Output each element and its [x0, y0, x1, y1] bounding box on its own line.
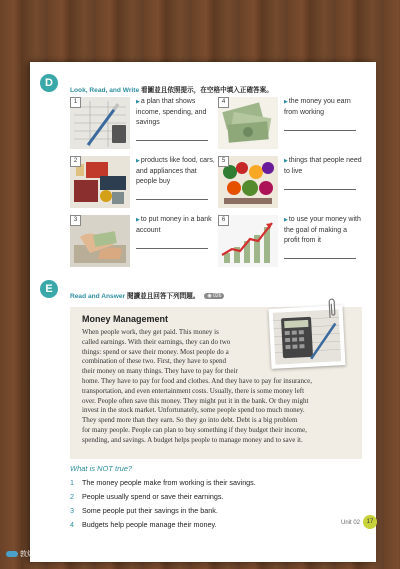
passage-line: home. They have to pay for food and clothes. And they have to pay for insurance, — [82, 376, 313, 385]
passage-line: invest in the stock market. Unfortunately, some people spend too much money. — [82, 406, 305, 415]
section-d-badge: D — [40, 74, 58, 92]
item-clue: ▶a plan that shows income, spending, and savings — [136, 98, 207, 126]
question-prompt: What is NOT true? — [70, 464, 133, 473]
section-d-title-en: Look, Read, and Write — [70, 87, 140, 94]
item-number: 1 — [70, 97, 81, 108]
passage-line: their money on many things. They have to pay for their — [82, 367, 238, 376]
arrow-icon: ▶ — [284, 158, 288, 164]
answer-blank[interactable] — [136, 140, 208, 141]
answer-option[interactable]: 3 Some people put their savings in the bank. — [70, 506, 218, 515]
item-clue: ▶things that people need to live — [284, 157, 362, 175]
arrow-icon: ▶ — [284, 217, 288, 223]
passage-line: called earnings. With their earnings, they can do two — [82, 337, 231, 346]
exercise-item-6 — [218, 215, 368, 271]
page-number-badge: 17 — [363, 515, 377, 529]
exercise-item-3 — [70, 215, 220, 271]
reading-passage-box — [70, 307, 362, 459]
answer-blank[interactable] — [284, 189, 356, 190]
item-clue: ▶to put money in a bank account — [136, 216, 212, 234]
passage-line: things: spend or save their money. Most people do a — [82, 347, 229, 356]
item-clue: ▶to use your money with the goal of making a profit from it — [284, 216, 361, 244]
answer-blank[interactable] — [136, 248, 208, 249]
answer-blank[interactable] — [284, 258, 356, 259]
speaker-icon: ◉ — [207, 293, 212, 300]
answer-option[interactable]: 4 Budgets help people manage their money. — [70, 520, 217, 529]
passage-title: Money Management — [82, 314, 169, 324]
publisher-logo-icon — [6, 551, 18, 557]
paper-clip-icon — [326, 297, 337, 319]
arrow-icon: ▶ — [136, 158, 140, 164]
answer-option[interactable]: 1 The money people make from working is their savings. — [70, 478, 256, 487]
publisher-credit: 敦煌文化，版權所有 — [6, 549, 83, 559]
calculator-photo — [268, 305, 345, 369]
section-d-title-zh: 看圖並且依照提示，在空格中填入正確答案。 — [140, 87, 273, 94]
arrow-icon: ▶ — [136, 99, 140, 105]
answer-blank[interactable] — [136, 199, 208, 200]
section-d-title — [70, 84, 273, 94]
item-number: 3 — [70, 215, 81, 226]
item-clue: ▶the money you earn from working — [284, 98, 351, 116]
arrow-icon: ▶ — [284, 99, 288, 105]
unit-label: Unit 02 — [341, 520, 361, 526]
section-e-badge: E — [40, 280, 58, 298]
answer-blank[interactable] — [284, 130, 356, 131]
item-number: 5 — [218, 156, 229, 167]
exercise-item-2 — [70, 156, 220, 212]
section-e-title-en: Read and Answer — [70, 293, 126, 300]
passage-line: transportation, and even entertainment costs. Usually, there is some money left — [82, 386, 305, 395]
item-number: 6 — [218, 215, 229, 226]
passage-line: spending, and savings. A budget helps people to manage money and to save it. — [82, 435, 303, 444]
exercise-item-1 — [70, 97, 220, 153]
passage-line: combination of these two. First, they have to spend — [82, 357, 227, 366]
answer-option[interactable]: 2 People usually spend or save their earnings. — [70, 492, 224, 501]
item-number: 4 — [218, 97, 229, 108]
passage-line: over. People often save this money. They might put it in the bank. Or they might — [82, 396, 309, 405]
section-e-title — [70, 290, 224, 300]
passage-line: They spend more than they earn. So they go into debt. Debt is a big problem — [82, 416, 298, 425]
audio-track-badge[interactable]: ◉ 026 — [204, 293, 224, 299]
item-clue: ▶products like food, cars, and appliances that people buy — [136, 157, 215, 185]
section-e-title-zh: 閱讀並且回答下列問題。 — [126, 293, 200, 300]
passage-line: for many people. People can plan to buy something if they budget their income, — [82, 425, 307, 434]
passage-line: When people work, they get paid. This money is — [82, 328, 219, 336]
arrow-icon: ▶ — [136, 217, 140, 223]
exercise-item-5 — [218, 156, 368, 212]
exercise-item-4 — [218, 97, 368, 153]
item-number: 2 — [70, 156, 81, 167]
